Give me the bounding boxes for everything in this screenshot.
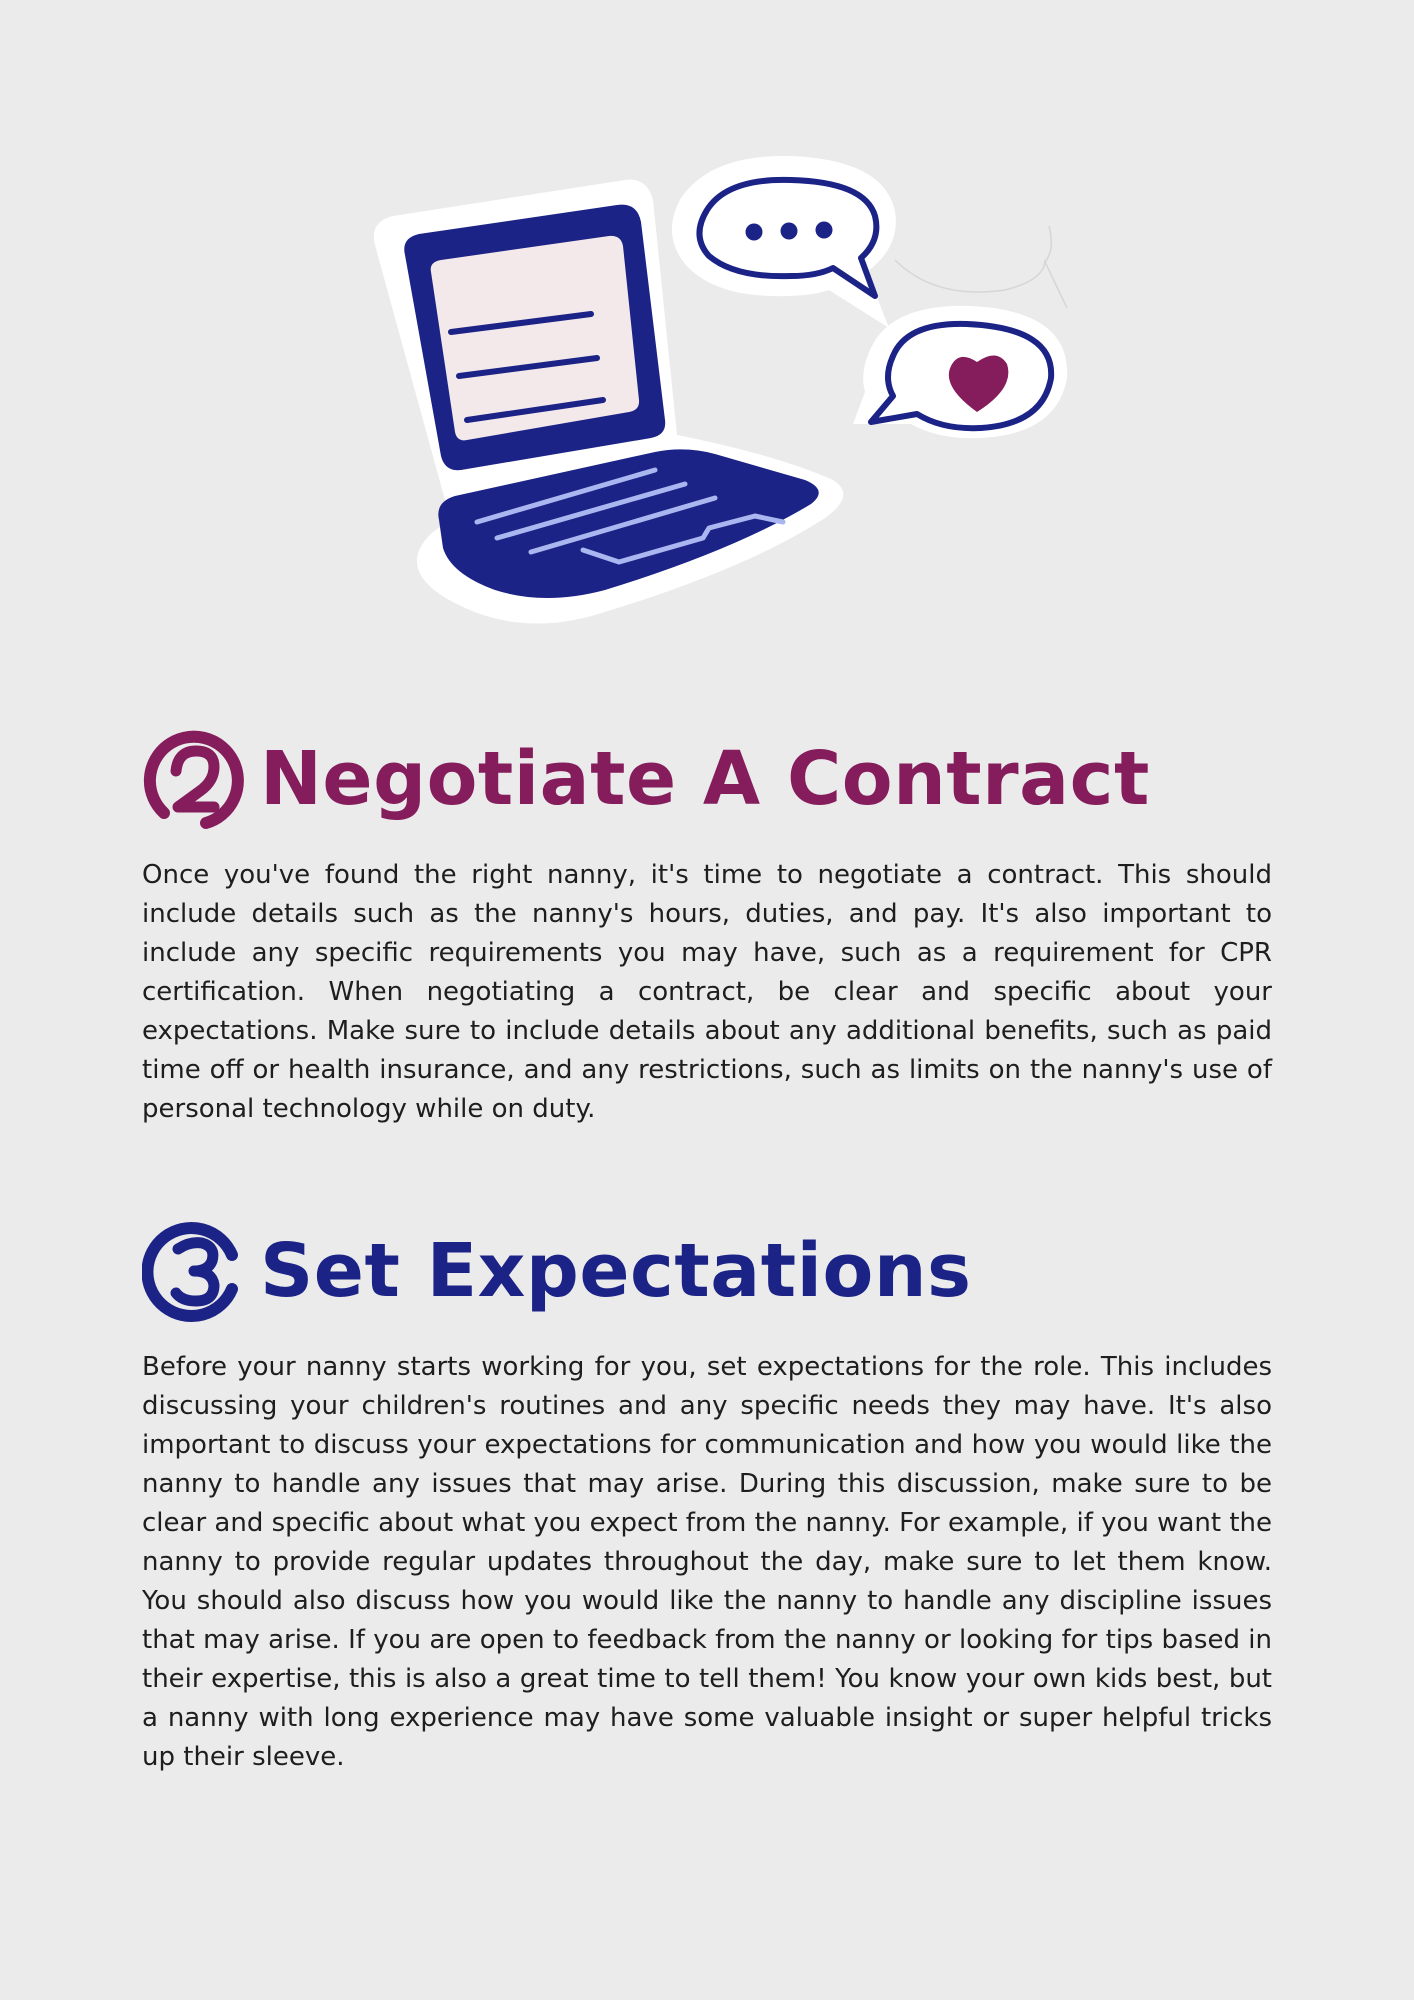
section-heading: Negotiate A Contract <box>260 736 1150 822</box>
circled-number-3-icon <box>142 1219 246 1323</box>
section-set-expectations <box>142 1216 1272 1777</box>
section-heading: Set Expectations <box>260 1228 972 1314</box>
speech-bubble-dots-icon <box>672 156 896 328</box>
section-negotiate-contract <box>142 724 1272 1129</box>
speech-bubble-heart-icon <box>853 306 1067 438</box>
section-heading-row <box>142 1216 1272 1326</box>
section-body-text: Once you've found the right nanny, it's time to negotiate a contract. This should include details such as the nanny's hours, duties, and pay. It's also important to include any specific requirements you may have, such as a requirement for CPR certification. When negotiating a contract, be clear and specific about your expectations. Make sure to include details about any additional benefits, such as paid time off or health insurance, and any restrictions, such as limits on the nanny's use of personal technology while on duty. <box>142 860 1272 1124</box>
section-body-text: Before your nanny starts working for you, set expectations for the role. This includes discussing your children's routines and any specific needs they may have. It's also important to discuss your expectations for communication and how you would like the nanny to handle any issues that may arise. During this discussion, make sure to be clear and specific about what you expect from the nanny. For example, if you want the nanny to provide regular updates throughout the day, make sure to let them know. You should also discuss how you would like the nanny to handle any discipline issues that may arise. If you are open to feedback from the nanny or looking for tips based in their expertise, this is also a great time to tell them! You know your own kids best, but a nanny with long experience may have some valuable insight or super helpful tricks up their sleeve. <box>142 1352 1272 1772</box>
section-heading-row <box>142 724 1272 834</box>
laptop-chat-illustration <box>355 150 1095 630</box>
circled-number-2-icon <box>142 727 246 831</box>
